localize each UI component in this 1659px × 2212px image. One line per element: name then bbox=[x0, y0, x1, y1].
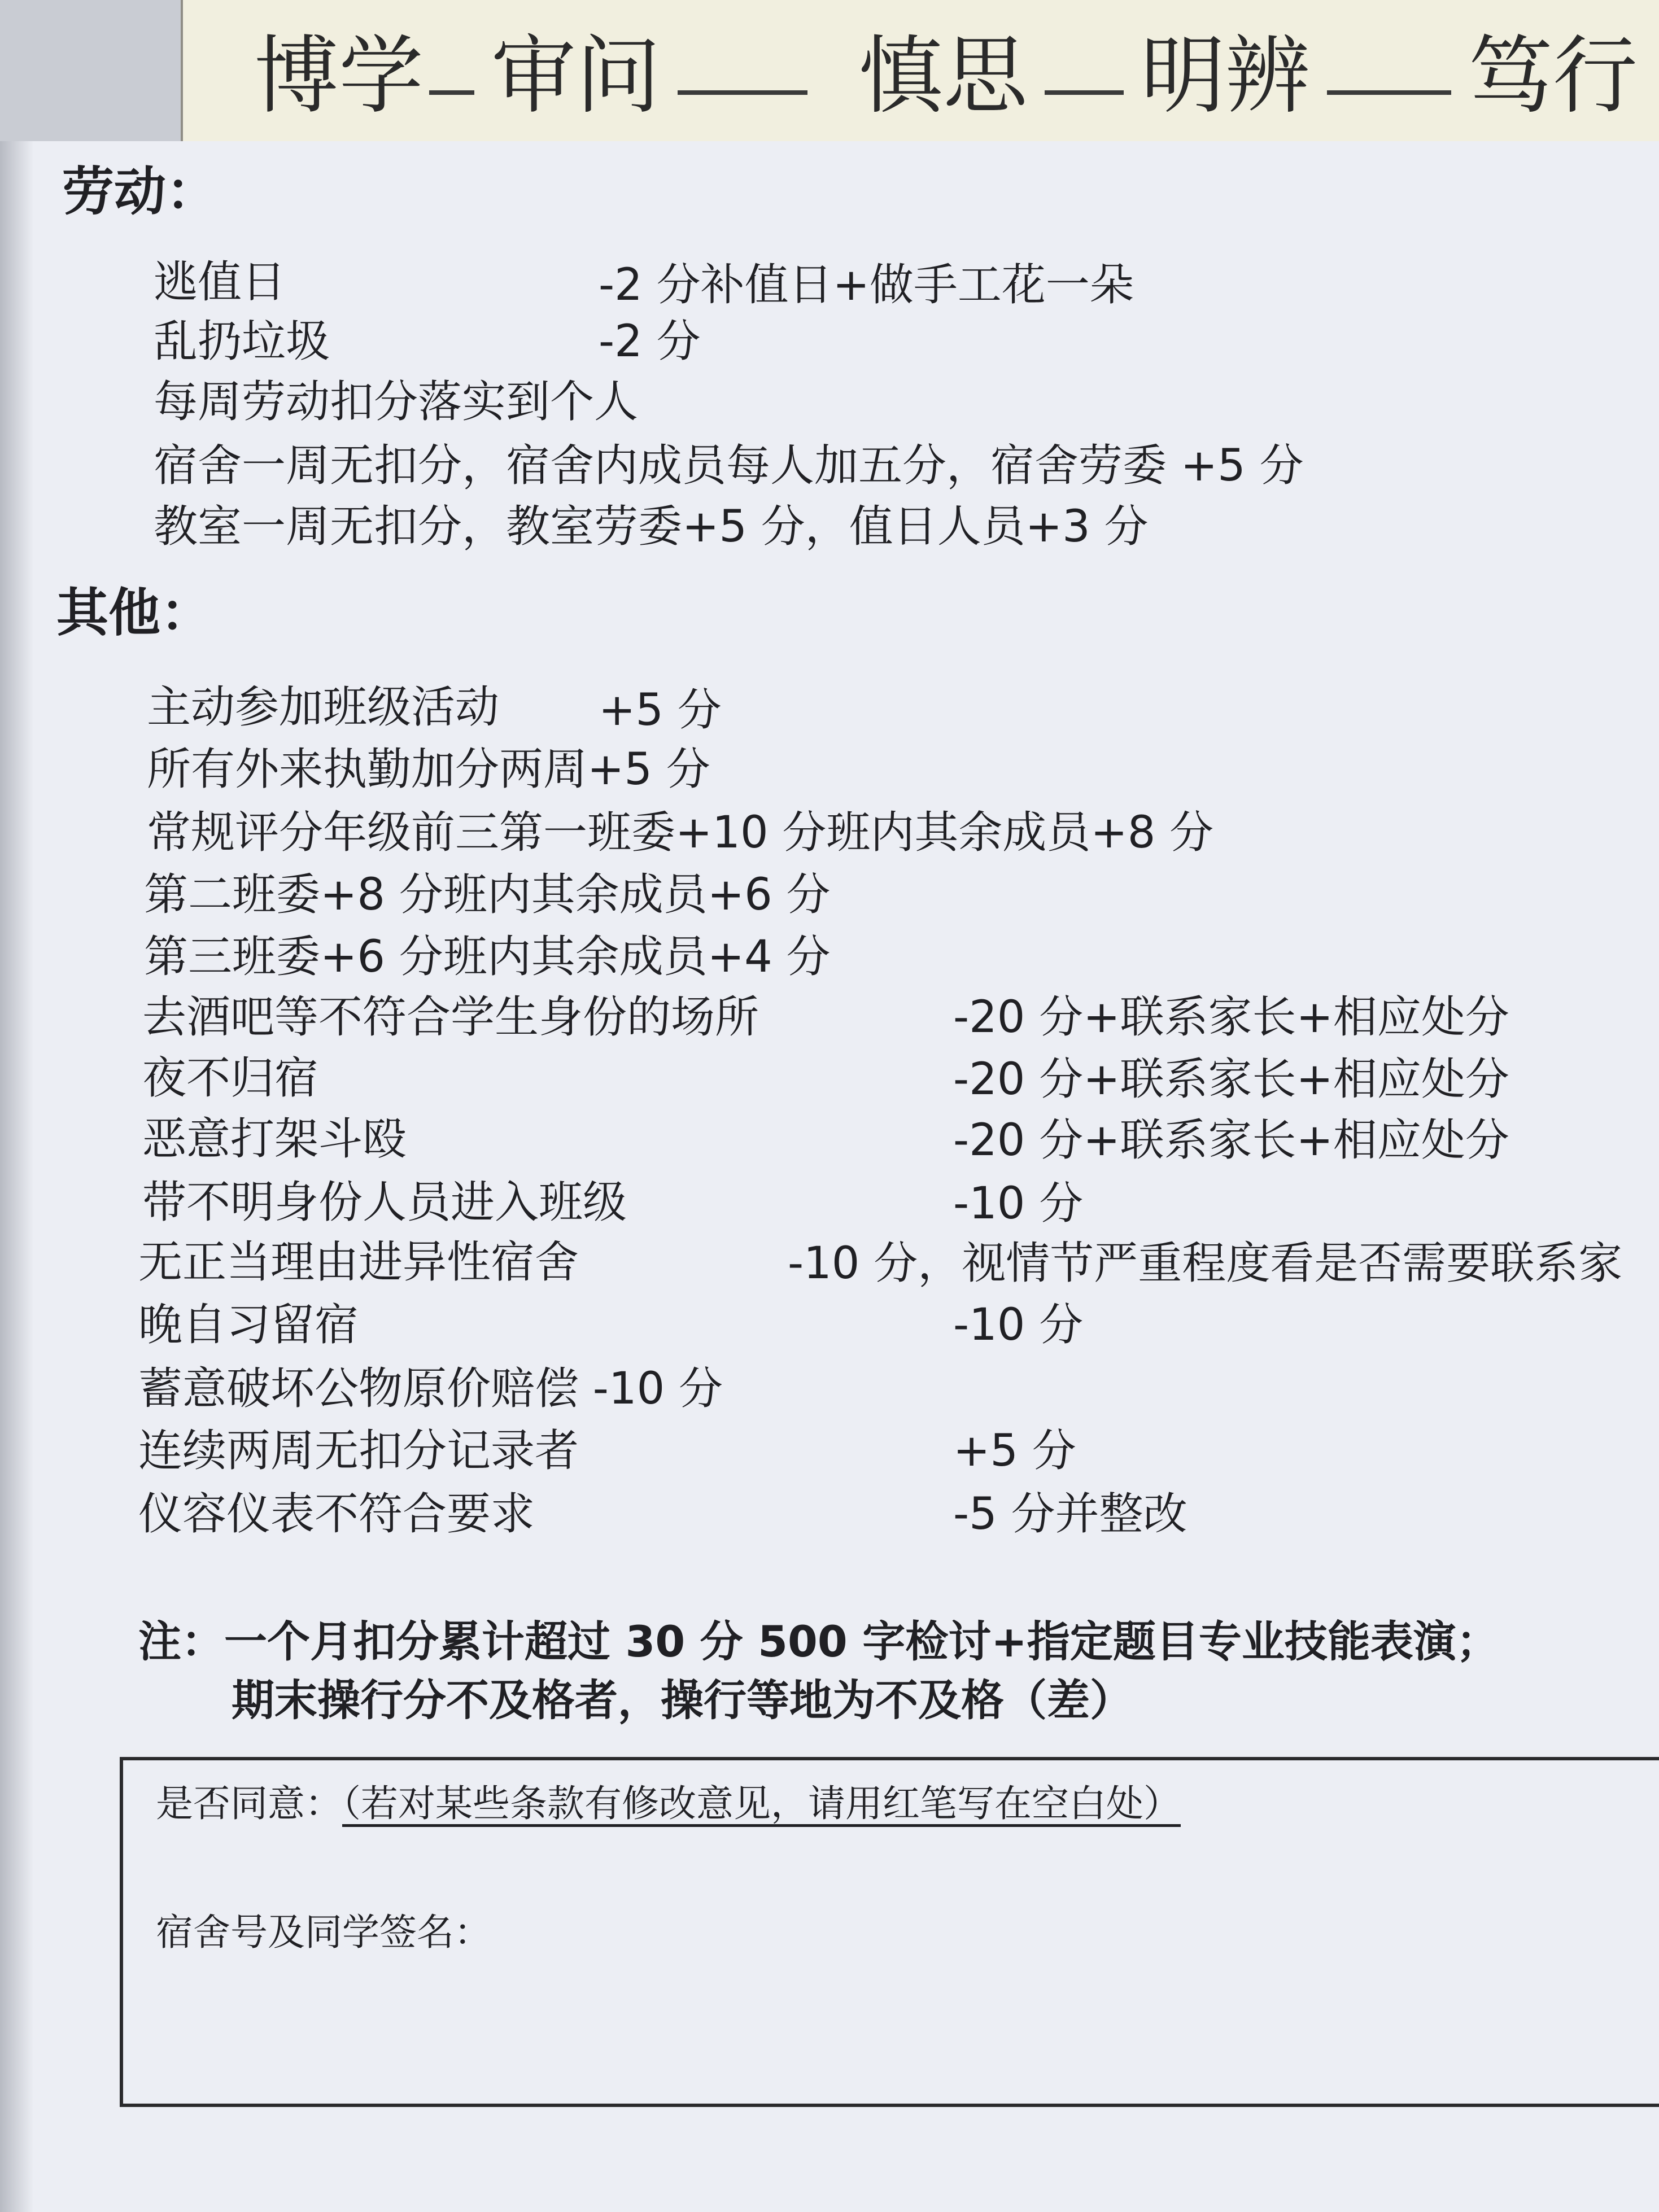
labor-line: 每周劳动扣分落实到个人 bbox=[154, 377, 639, 427]
other-value: -5 分并整改 bbox=[953, 1489, 1188, 1540]
note-line: 注：一个月扣分累计超过 30 分 500 字检讨+指定题目专业技能表演； bbox=[138, 1616, 1499, 1667]
other-value: -20 分+联系家长+相应处分 bbox=[953, 1054, 1509, 1105]
other-line: 第三班委+6 分班内其余成员+4 分 bbox=[144, 932, 831, 982]
other-value: +5 分 bbox=[599, 685, 722, 736]
other-item: 无正当理由进异性宿舍 bbox=[138, 1237, 579, 1288]
motto-word-1: 博学 bbox=[254, 27, 424, 125]
agree-hint: （若对某些条款有修改意见，请用红笔写在空白处） bbox=[342, 1782, 1181, 1825]
other-item: 夜不归宿 bbox=[142, 1053, 319, 1104]
other-value: -10 分，视情节严重程度看是否需要联系家 bbox=[788, 1238, 1623, 1289]
other-item: 带不明身份人员进入班级 bbox=[142, 1177, 627, 1228]
other-item: 主动参加班级活动 bbox=[147, 682, 500, 733]
motto-word-3: 慎思 bbox=[858, 27, 1028, 125]
motto-dash bbox=[678, 90, 807, 95]
note-line: 期末操行分不及格者，操行等地为不及格（差） bbox=[232, 1675, 1133, 1725]
motto-dash bbox=[429, 90, 474, 95]
agree-label: 是否同意： bbox=[156, 1782, 342, 1825]
other-item: 连续两周无扣分记录者 bbox=[138, 1426, 579, 1476]
other-value: -10 分 bbox=[953, 1300, 1084, 1350]
labor-line: 宿舍一周无扣分，宿舍内成员每人加五分，宿舍劳委 +5 分 bbox=[154, 440, 1304, 491]
sign-label: 宿舍号及同学签名： bbox=[156, 1911, 491, 1954]
other-line: 所有外来执勤加分两周+5 分 bbox=[147, 744, 710, 795]
other-line: 蓄意破坏公物原价赔偿 -10 分 bbox=[138, 1363, 723, 1414]
other-item: 恶意打架斗殴 bbox=[142, 1114, 407, 1165]
other-value: +5 分 bbox=[953, 1426, 1076, 1476]
other-value: -20 分+联系家长+相应处分 bbox=[953, 1115, 1509, 1166]
labor-value: -2 分补值日+做手工花一朵 bbox=[599, 260, 1134, 311]
agree-row bbox=[156, 1778, 1181, 1829]
labor-heading: 劳动： bbox=[62, 161, 219, 222]
other-heading: 其他： bbox=[56, 583, 213, 643]
labor-item: 乱扔垃圾 bbox=[154, 316, 330, 367]
labor-value: -2 分 bbox=[599, 316, 701, 367]
motto-word-5: 笃行 bbox=[1468, 27, 1638, 125]
motto-word-4: 明辨 bbox=[1141, 27, 1311, 125]
other-item: 去酒吧等不符合学生身份的场所 bbox=[142, 992, 759, 1043]
other-item: 仪容仪表不符合要求 bbox=[138, 1489, 535, 1540]
signature-form bbox=[120, 1757, 1659, 2107]
other-line: 常规评分年级前三第一班委+10 分班内其余成员+8 分 bbox=[147, 807, 1214, 858]
other-value: -20 分+联系家长+相应处分 bbox=[953, 992, 1509, 1043]
motto-dash bbox=[1327, 90, 1451, 95]
other-item: 晚自习留宿 bbox=[138, 1300, 359, 1350]
other-value: -10 分 bbox=[953, 1178, 1084, 1229]
motto-dash bbox=[1045, 90, 1124, 95]
motto-word-2: 审问 bbox=[491, 27, 661, 125]
labor-line: 教室一周无扣分，教室劳委+5 分，值日人员+3 分 bbox=[154, 501, 1149, 552]
other-line: 第二班委+8 分班内其余成员+6 分 bbox=[144, 869, 831, 920]
page-shadow bbox=[0, 141, 34, 2212]
labor-item: 逃值日 bbox=[154, 257, 286, 308]
